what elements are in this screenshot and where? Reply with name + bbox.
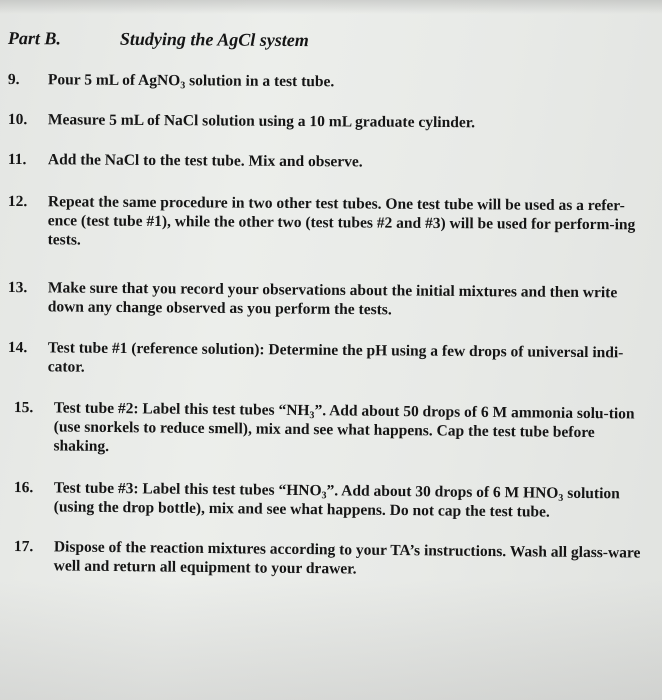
page-bottom-shadow bbox=[0, 580, 662, 700]
procedure-step-12 bbox=[8, 192, 644, 253]
part-label: Part B. bbox=[7, 28, 62, 49]
step-text: Pour 5 mL of AgNO$_3$ solution in a test tube. bbox=[47, 71, 335, 92]
step-text: Test tube #2: Label this test tubes “$NH_3$”. Add about 50 drops of 6 M ammonia solu-tion (use snorkels to reduce smell), mix and see what happens. Cap the test tube before shaking. bbox=[53, 399, 635, 455]
procedure-step-13 bbox=[8, 278, 644, 322]
step-number: 15. bbox=[13, 398, 34, 417]
step-number: 17. bbox=[13, 537, 34, 556]
step-text: Test tube #1 (reference solution): Determine the pH using a few drops of universal indi-cator. bbox=[47, 339, 624, 376]
step-number: 12. bbox=[7, 192, 28, 211]
step-text: Test tube #3: Label this test tubes “$HNO_3$”. Add about 30 drops of 6 M $HNO_3$ solution (using the drop bottle), mix and see what happens. Do not cap the test tube. bbox=[53, 479, 620, 521]
step-number: 11. bbox=[7, 150, 27, 169]
procedure-step-17 bbox=[14, 537, 650, 582]
step-number: 9. bbox=[7, 70, 20, 89]
section-header bbox=[8, 28, 648, 62]
procedure-step-10 bbox=[8, 110, 644, 133]
step-number: 10. bbox=[7, 110, 28, 129]
procedure-step-16 bbox=[14, 478, 650, 523]
step-number: 16. bbox=[13, 478, 34, 497]
procedure-step-11 bbox=[8, 150, 644, 173]
step-text: Add the NaCl to the test tube. Mix and observe. bbox=[47, 151, 363, 171]
step-text: Dispose of the reaction mixtures according to your TA’s instructions. Wash all glass-ware well and return all equipment to your drawer. bbox=[53, 538, 641, 578]
step-text: Measure 5 mL of NaCl solution using a 10 mL graduate cylinder. bbox=[47, 111, 476, 132]
step-text: Repeat the same procedure in two other test tubes. One test tube will be used as a refer-ence (test tube #1), while the other two (test tubes #2 and #3) will be used for perform-ing tests. bbox=[47, 193, 636, 249]
section-title: Studying the AgCl system bbox=[119, 28, 309, 51]
step-number: 14. bbox=[7, 338, 28, 357]
procedure-step-15 bbox=[13, 398, 650, 462]
page-top-shadow bbox=[0, 0, 662, 14]
procedure-step-9 bbox=[8, 70, 644, 93]
procedure-step-14 bbox=[8, 338, 644, 382]
step-number: 13. bbox=[7, 278, 28, 297]
step-text: Make sure that you record your observations about the initial mixtures and then write down any change observed as you perform the tests. bbox=[47, 279, 618, 319]
